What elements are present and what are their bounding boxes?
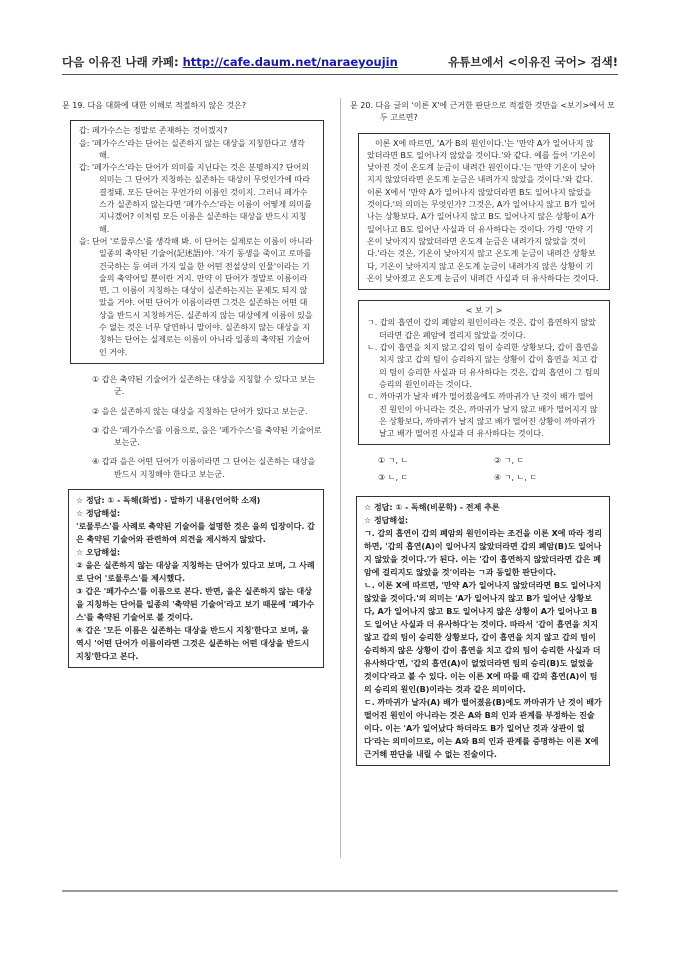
question-19: [62, 100, 330, 668]
q19-title: 문 19. 다음 대화에 대한 이해로 적절하지 않은 것은?: [62, 101, 247, 110]
cafe-notice: [62, 54, 398, 70]
bogi-item: ㄴ. 갑이 흡연을 치지 않고 갑의 팀이 승리한 상황보다, 갑이 흡연을 치지 않고 갑의 팀이 승리하지 않는 상황이 갑이 흡연을 치고 갑의 팀이 승리한 사실과 더 유사하다는 것은, 갑의 흡연이 그 팀의 승리의 원인이라는 것이다.: [367, 343, 601, 389]
answer-line: ☆ 정답해설:: [76, 509, 121, 519]
answer-line: ④ 갑은 '모든 이름은 실존하는 대상을 반드시 지칭'한다고 보며, 을 역시 '어떤 단어가 이름이라면 그것은 실존하는 어떤 대상을 반드시 지칭'한다고 본다.: [76, 626, 310, 662]
q20-choices: [378, 455, 610, 484]
q19-choice-1[interactable]: ① 갑은 축약된 기술어가 실존하는 대상을 지칭할 수 있다고 보는군.: [92, 374, 316, 397]
bogi-title: < 보 기 >: [465, 306, 503, 316]
answer-line: ㄴ. 이론 X에 따르면, '만약 A가 일어나지 않았더라면 B도 일어나지 않았을 것이다.'의 의미는 'A가 일어나지 않고 B가 일어난 상황보다, A가 일어나지 않고 B도 일어나지 않은 상황이 A가 일어나고 B도 일어난 사실과 더 유사하다'는 것이다. 따라서 '갑이 흡연을 치지 않고 갑의 팀이 승리한 상황보다, 갑이 흡연을 치지 않고 갑의 팀이 승리하지 않은 상황이 갑이 흡연을 치고 갑의 팀이 승리한 사실과 더 유사하다'면, '갑의 흡연(A)이 없었더라면 팀의 승리(B)도 없었을 것이다'라고 볼 수 있다. 이는 이론 X에 따를 때 갑의 흡연(A)이 팀의 승리의 원인(B)이라는 것과 같은 의미이다.: [364, 581, 602, 695]
q20-passage: 이론 X에 따르면, 'A가 B의 원인이다.'는 '만약 A가 일어나지 않았더라면 B도 일어나지 않았을 것이다.'와 같다. 예를 들어 '기온이 낮아진 것이 온도계 눈금이 내려간 원인이다.'는 '만약 기온이 낮아지지 않았더라면 온도계 눈금은 내려가지 않았을 것이다.'와 같다. 이론 X에서 '만약 A가 일어나지 않았더라면 B도 일어나지 않았을 것이다.'의 의미는 무엇인가? 그것은, A가 일어나지 않고 B가 일어나는 상황보다, A가 일어나지 않고 B도 일어나지 않은 상황이 A가 일어나고 B도 일어난 사실과 더 유사하다는 것이다. 가령 '만약 기온이 낮아지지 않았더라면 온도계 눈금은 내려가지 않았을 것이다.'라는 것은, 기온이 낮아지지 않고 온도계 눈금이 내려간 상황보다, 기온이 낮아지지 않고 온도계 눈금이 내려가지 않은 상황이 기온이 낮아졌고 온도계 눈금이 내려간 사실과 더 유사하다는 것이다.: [367, 138, 599, 283]
q19-dialogue-box: [70, 120, 324, 364]
bogi-item: ㄷ. 까마귀가 날자 배가 떨어졌음에도 까마귀가 난 것이 배가 떨어진 원인이 아니라는 것은, 까마귀가 날지 않고 배가 떨어지지 않은 상황보다, 까마귀가 날지 않고 배가 떨어진 상황이 까마귀가 날고 배가 떨어진 사실과 더 유사하다는 것이다.: [367, 392, 598, 439]
answer-line: ③ 갑은 '페가수스'를 이름으로 본다. 반면, 을은 실존하지 않는 대상을 지칭하는 단어를 일종의 '축약된 기술어'라고 보기 때문에 '페가수스'를 축약된 기술어로 볼 것이다.: [76, 587, 315, 623]
answer-line: ☆ 정답해설:: [364, 516, 409, 526]
q20-choice-4[interactable]: ④ ㄱ, ㄴ, ㄷ: [494, 472, 538, 482]
answer-line: ㄷ. 까마귀가 날자(A) 배가 떨어졌음(B)에도 까마귀가 난 것이 배가 떨어진 원인이 아니라는 것은 A와 B의 인과 관계를 부정하는 진술이다. 이는 'A가 일어났다 하더라도 B가 일어난 것과 상관이 없다'라는 의미이므로, 이는 A와 B의 인과 관계를 증명하는 이론 X에 근거해 판단을 내릴 수 없는 진술이다.: [364, 698, 602, 760]
q20-choice-1[interactable]: ① ㄱ, ㄴ: [378, 456, 409, 466]
q19-dialogue-line: 을: '페가수스'라는 단어는 실존하지 않는 대상을 지칭한다고 생각해.: [79, 138, 305, 160]
bogi-item: ㄱ. 갑의 흡연이 갑의 폐암의 원인이라는 것은, 갑이 흡연하지 않았더라면 갑은 폐암에 걸리지 않았을 것이다.: [367, 318, 596, 340]
cafe-prefix: 다음 이유진 나래 카페:: [62, 55, 183, 69]
youtube-notice: 유튜브에서 <이유진 국어> 검색!: [448, 55, 618, 69]
q19-dialogue-line: 갑: 페가수스는 정말로 존재하는 것이겠지?: [79, 126, 228, 136]
column-divider: [340, 98, 341, 858]
q19-choices: [92, 374, 324, 481]
q20-title: 문 20. 다음 글의 '이론 X'에 근거한 판단으로 적절한 것만을 <보기>에서 모두 고르면?: [350, 101, 615, 123]
page-header: [62, 50, 618, 75]
question-20: [350, 100, 616, 766]
q20-answer-box: [356, 496, 610, 766]
q19-dialogue-line: 갑: '페가수스'라는 단어가 의미를 지닌다는 것은 분명하지? 단어의 의미는 그 단어가 지칭하는 실존하는 대상이 무엇인가에 따라 결정돼. 모든 단어는 무언가의 이름인 것이지. 그러니 페가수스가 실존하지 않는다면 '페가수스'라는 이름이 어떻게 의미를 지니겠어? 이처럼 모든 이름은 실존하는 대상을 반드시 지칭해.: [79, 163, 312, 234]
q20-passage-box: [358, 133, 610, 291]
q19-answer-box: [68, 489, 324, 668]
q19-dialogue-line: 을: 단어 '로물루스'를 생각해 봐. 이 단어는 실제로는 이름이 아니라 일종의 축약된 기술어(記述語)야. '자기 동생을 죽이고 로마를 건국하는 등 여러 가지 일을 한 어떤 전설상의 인물'이라는 기술의 축약어일 뿐이란 거지. 만약 이 단어가 정말로 이름이라면, 그 이름이 지칭하는 대상이 실존하는지는 문제도 되지 않았을 거야. 어떤 단어가 이름이라면 그것은 실존하는 어떤 대상을 반드시 지칭하거든. 실존하지 않는 대상에게 이름이 있을 수 없는 것은 너무 당연하니 말이야. 실존하지 않는 대상을 지칭하는 단어는 실제로는 이름이 아니라 일종의 축약된 기술어인 거야.: [79, 236, 313, 357]
answer-line: ☆ 정답: ① - 독해(화법) - 말하기 내용(언어학 소재): [76, 496, 261, 506]
answer-line: ㄱ. 갑의 흡연이 갑의 폐암의 원인이라는 조건을 이론 X에 따라 정리하면, '갑의 흡연(A)이 일어나지 않았더라면 갑의 폐암(B)도 일어나지 않았을 것이다.'가 된다. 이는 '갑이 흡연하지 않았더라면 갑은 폐암에 걸리지도 않았을 것'이라는 ㄱ과 동일한 판단이다.: [364, 529, 602, 578]
q20-bogi-box: [358, 300, 610, 445]
q19-choice-3[interactable]: ③ 갑은 '페가수스'를 이름으로, 을은 '페가수스'를 축약된 기술어로 보는군.: [92, 425, 322, 448]
q19-choice-4[interactable]: ④ 갑과 을은 어떤 단어가 이름이라면 그 단어는 실존하는 대상을 반드시 지칭해야 한다고 보는군.: [92, 457, 316, 479]
q19-choice-2[interactable]: ② 을은 실존하지 않는 대상을 지칭하는 단어가 있다고 보는군.: [92, 406, 308, 416]
answer-line: ☆ 정답: ① - 독해(비문학) - 전제 추론: [364, 503, 500, 513]
answer-line: ② 을은 실존하지 않는 대상을 지칭하는 단어가 있다고 보며, 그 사례로 단어 '로물루스'를 제시했다.: [76, 561, 315, 584]
answer-line: ☆ 오답해설:: [76, 548, 121, 558]
footer-rule: [62, 890, 618, 892]
q20-choice-2[interactable]: ② ㄱ, ㄷ: [494, 456, 525, 466]
q20-choice-3[interactable]: ③ ㄴ, ㄷ: [378, 472, 409, 482]
answer-line: '로물루스'를 사례로 축약된 기술어를 설명한 것은 을의 입장이다. 갑은 축약된 기술어와 관련하여 의견을 제시하지 않았다.: [76, 522, 315, 545]
cafe-link[interactable]: http://cafe.daum.net/naraeyoujin: [182, 55, 398, 69]
